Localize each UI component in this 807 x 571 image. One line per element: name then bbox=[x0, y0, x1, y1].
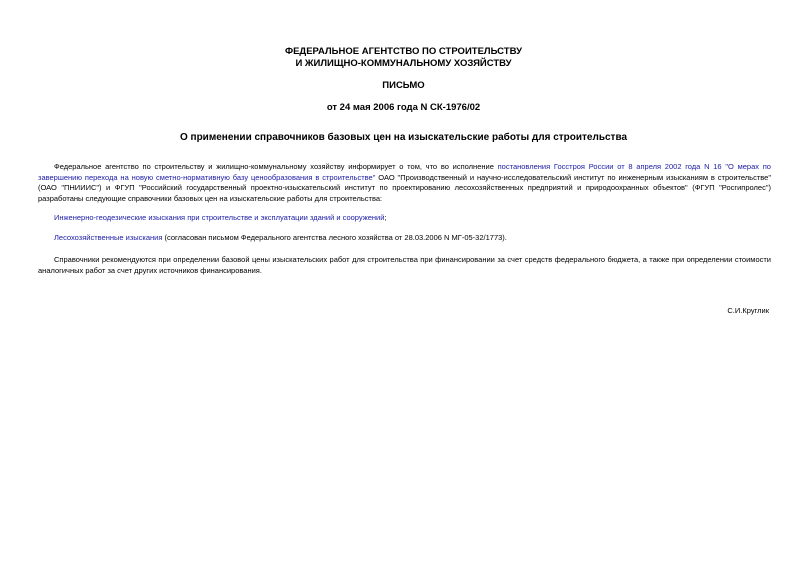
list-item-forestry bbox=[38, 233, 771, 244]
agency-name-line1: ФЕДЕРАЛЬНОЕ АГЕНТСТВО ПО СТРОИТЕЛЬСТВУ bbox=[284, 46, 523, 57]
list-item-geodetic bbox=[38, 213, 771, 224]
geodetic-surveys-link[interactable]: Инженерно-геодезические изыскания при строительстве и эксплуатации зданий и сооружений bbox=[54, 213, 385, 222]
agency-name-line2: И ЖИЛИЩНО-КОММУНАЛЬНОМУ ХОЗЯЙСТВУ bbox=[295, 58, 512, 69]
list-item-geodetic-suffix: ; bbox=[384, 213, 387, 222]
paragraph-intro bbox=[38, 162, 771, 204]
document-subject: О применении справочников базовых цен на изыскательские работы для строительства bbox=[179, 132, 628, 143]
forestry-surveys-link[interactable]: Лесохозяйственные изыскания bbox=[54, 233, 163, 242]
paragraph-intro-text-after: ОАО "Производственный и научно-исследовательский институт по инженерным изысканиям в строительстве" (ОАО "ПНИИИС") и ФГУП "Российский государственный проектно-изыскательский институт по проектированию лесохозяйственных предприятий и природоохранных объектов" (ФГУП "Росгипролес") разработаны следующие справочники базовых цен на изыскательские работы для строительства: bbox=[38, 172, 771, 203]
document-type: ПИСЬМО bbox=[382, 80, 425, 91]
gosstroy-decree-link[interactable]: постановления Госстроя России от 8 апреля 2002 года N 16 "О мерах по завершению перехода на новую сметно-нормативную базу ценообразования в строительстве" bbox=[38, 162, 771, 182]
list-item-forestry-suffix: (согласован письмом Федерального агентства лесного хозяйства от 28.03.2006 N МГ-05-32/1773). bbox=[162, 233, 507, 242]
document-date-number: от 24 мая 2006 года N СК-1976/02 bbox=[326, 102, 481, 113]
paragraph-recommendation: Справочники рекомендуются при определении базовой цены изыскательских работ для строительства при финансировании за счет средств федерального бюджета, а также при определении стоимости аналогичных работ за счет других источников финансирования. bbox=[38, 255, 771, 275]
signature: С.И.Круглик bbox=[727, 306, 769, 315]
paragraph-intro-text-before: Федеральное агентство по строительству и жилищно-коммунальному хозяйству информирует о том, что во исполнение bbox=[54, 162, 498, 171]
